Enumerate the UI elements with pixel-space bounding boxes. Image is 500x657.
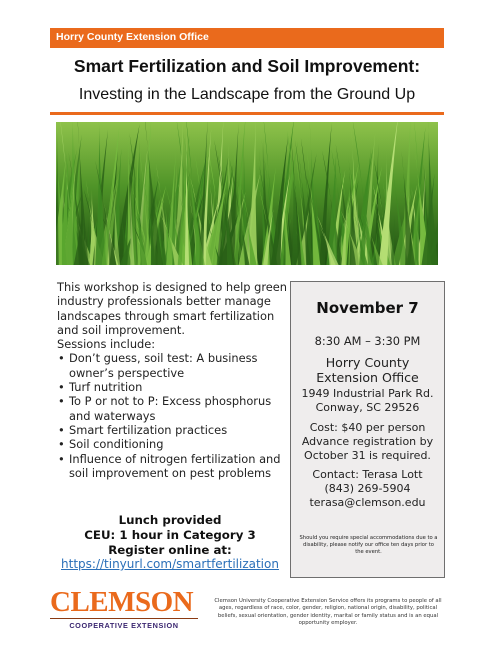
logo-subtitle: COOPERATIVE EXTENSION [69, 621, 179, 630]
nondiscrimination-statement: Clemson University Cooperative Extension Service offers its programs to people of all ages, regardless of race, color, gender, religion, national origin, disability, political beliefs, sexual orientation, gender identity, marital or family status and is an equal opportunity employer. [214, 598, 442, 626]
advance-line: Advance registration by [301, 435, 434, 448]
cost-text: Cost: $40 per person [309, 421, 426, 434]
logo-wordmark: CLEMSON [50, 586, 194, 618]
page-subtitle: Investing in the Landscape from the Ground Up [78, 86, 416, 103]
sessions-list [57, 351, 287, 480]
clemson-logo [50, 588, 200, 630]
ceu-text: CEU: 1 hour in Category 3 [84, 528, 256, 542]
event-date: November 7 [316, 299, 419, 317]
event-info-box [290, 281, 445, 578]
grass-photo [56, 122, 438, 265]
event-time: 8:30 AM – 3:30 PM [314, 334, 421, 348]
page-title: Smart Fertilization and Soil Improvement: [73, 56, 421, 76]
address-line: Conway, SC 29526 [315, 401, 420, 414]
event-cost [291, 421, 444, 463]
sessions-heading: Sessions include: [57, 337, 156, 352]
contact-email: terasa@clemson.edu [309, 496, 426, 509]
grass-illustration [56, 122, 438, 265]
venue-line: Extension Office [316, 370, 419, 385]
list-item: • Smart fertilization practices [57, 423, 287, 437]
intro-text: This workshop is designed to help green industry professionals better manage landscapes through smart fertilization and soil improvement. [57, 280, 287, 337]
lunch-ceu-block [50, 513, 290, 558]
logo-rule [50, 618, 198, 619]
advance-line: October 31 is required. [304, 449, 431, 462]
contact-name: Contact: Terasa Lott [312, 468, 423, 481]
lunch-text: Lunch provided [118, 513, 222, 527]
address-line: 1949 Industrial Park Rd. [301, 387, 434, 400]
accommodation-note: Should you require special accommodations due to a disability, please notify our office ten days prior to the event. [299, 535, 438, 555]
list-item: • Influence of nitrogen fertilization and soil improvement on pest problems [57, 452, 287, 481]
list-item: • Don’t guess, soil test: A business owner’s perspective [57, 351, 287, 380]
header-banner [50, 28, 444, 48]
list-item: • Soil conditioning [57, 437, 287, 451]
register-text: Register online at: [108, 543, 232, 557]
list-item: • Turf nutrition [57, 380, 287, 394]
workshop-description [57, 280, 287, 480]
event-contact [291, 468, 444, 510]
venue-line: Horry County [325, 355, 410, 370]
title-divider [50, 112, 444, 115]
event-address [291, 387, 444, 415]
registration-link[interactable]: https://tinyurl.com/smartfertilization [61, 557, 279, 571]
banner-text: Horry County Extension Office [56, 31, 209, 43]
event-venue [291, 355, 444, 385]
contact-phone: (843) 269-5904 [324, 482, 411, 495]
list-item: • To P or not to P: Excess phosphorus and waterways [57, 394, 287, 423]
